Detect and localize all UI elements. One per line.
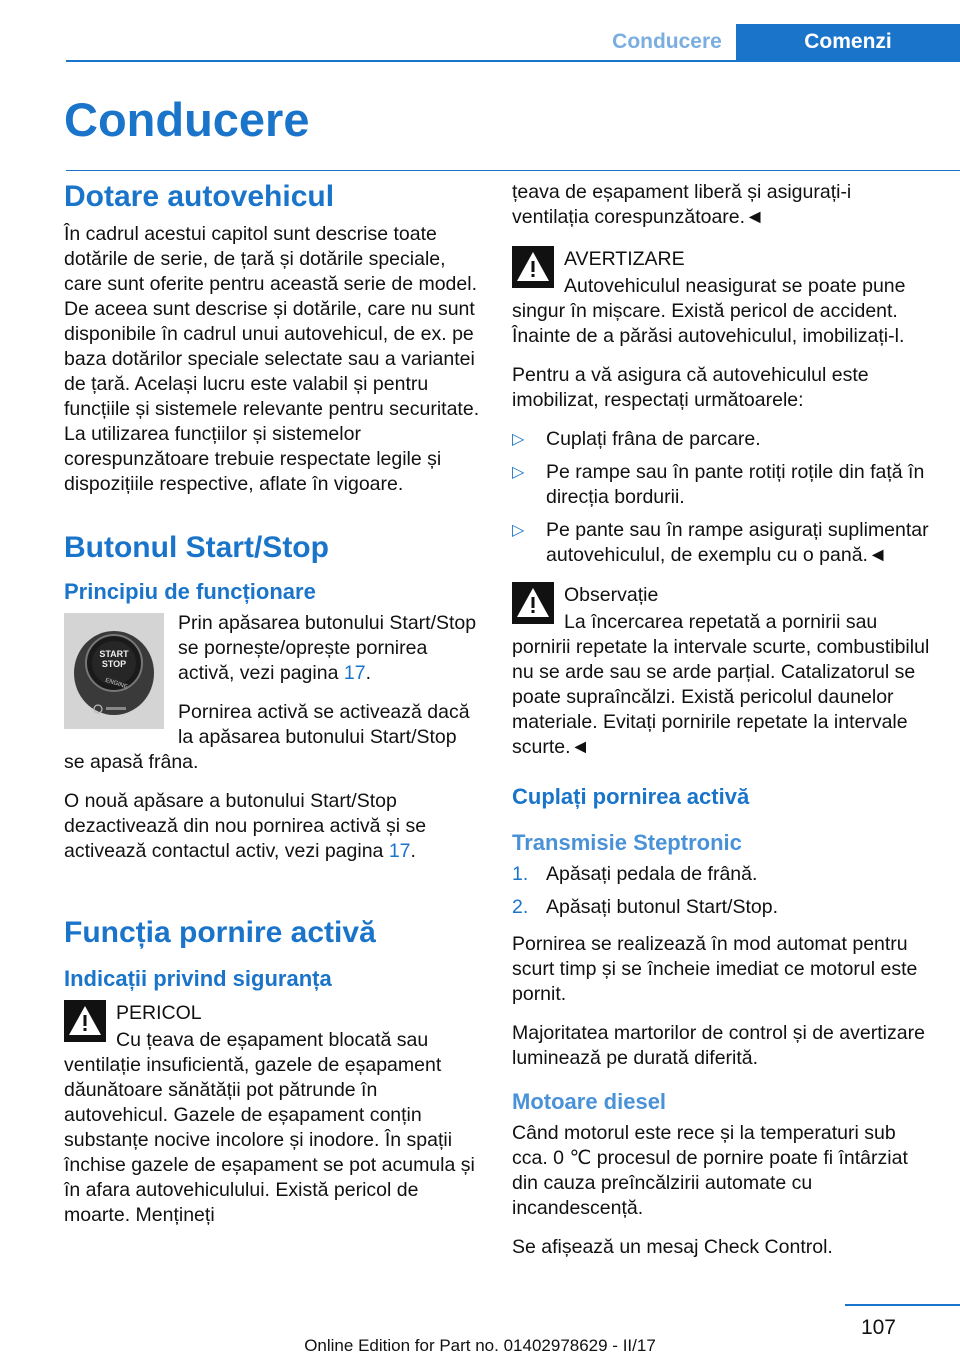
start-stop-button-image [64, 613, 164, 729]
paragraph-start-stop-1: Prin apăsarea butonului Start/Stop se pornește/oprește pornirea activă, vezi pagina 17. [178, 612, 477, 684]
steps-list [512, 862, 932, 920]
paragraph-diesel: Când motorul este rece și la temperaturi sub cca. 0 ℃ procesul de pornire poate fi întârziat din cauza preîncălzirii automate cu incandescență. [512, 1122, 908, 1219]
subsection-diesel: Motoare diesel [512, 1089, 667, 1114]
list-item: ▷ Pe rampe sau în pante rotiți roțile din față în direcția bordurii. [512, 461, 925, 508]
start-stop-button-icon [64, 613, 164, 729]
button-label-stop: STOP [101, 659, 127, 669]
header-rule [66, 60, 960, 62]
warning-triangle-icon [512, 246, 554, 288]
section-title-cuplati: Cuplați pornirea activă [512, 784, 750, 809]
warning-text: Autovehiculul neasigurat se poate pune singur în mișcare. Există pericol de accident. Înainte de a părăsi autovehiculul, imobilizați-l. [512, 275, 906, 347]
subsection-principiu: Principiu de funcționare [64, 579, 316, 604]
triangle-bullet-icon: ▷ [512, 431, 525, 448]
list-item: 1. Apăsați pedala de frână. [512, 863, 758, 885]
paragraph-dotare: În cadrul acestui capitol sunt descrise toate dotările de serie, de țară și dotările speciale, care sunt oferite pentru această serie de model. De aceea sunt descrise și dotările, care nu sunt disponibile în cadrul unui autovehicul, de ex. pe baza dotărilor speciale selectate sau a variantei de țară. Același lucru este valabil și pentru funcțiile și sistemele relevante pentru securitate. La utilizarea funcțiilor și sistemelor corespunzătoare trebuie respectate legile și dispozițiile respective, aflate în vigoare. [64, 223, 480, 495]
warning-title: AVERTIZARE [564, 248, 685, 270]
chapter-title: Conducere [64, 93, 310, 146]
footer-rule [845, 1304, 960, 1306]
section-title-dotare: Dotare autovehicul [64, 180, 335, 213]
page-link-17b[interactable]: 17 [388, 840, 411, 862]
page-link-17[interactable]: 17 [343, 662, 366, 684]
page-header [0, 24, 960, 62]
tab-conducere[interactable]: Conducere [612, 30, 722, 53]
paragraph-pornire-auto: Pornirea se realizează în mod automat pentru scurt timp și se încheie imediat ce motorul este pornit. [512, 933, 918, 1005]
warning-observatie [512, 580, 932, 760]
section-title-pornire-activa: Funcția pornire activă [64, 916, 376, 949]
subsection-siguranta: Indicații privind siguranța [64, 966, 332, 991]
section-title-start-stop: Butonul Start/Stop [64, 531, 329, 564]
left-column [64, 180, 482, 1242]
right-column [512, 180, 932, 1274]
page-number: 107 [860, 1316, 896, 1339]
warning-avertizare [512, 244, 932, 349]
list-item: 2. Apăsați butonul Start/Stop. [512, 896, 778, 918]
paragraph-start-stop-2: Pornirea activă se activează dacă la apăsarea butonului Start/Stop se apasă frâna. [64, 701, 470, 773]
paragraph-martori: Majoritatea martorilor de control și de avertizare luminează pe durată diferită. [512, 1022, 925, 1069]
paragraph-check-control: Se afișează un mesaj Check Control. [512, 1236, 833, 1258]
subsection-steptronic: Transmisie Steptronic [512, 830, 742, 855]
warning-triangle-icon [512, 582, 554, 624]
warning-text: Cu țeava de eșapament blocată sau ventilație insuficientă, gazele de eșapament dăunătoare sănătății pot pătrunde în autovehicul. Gazele de eșapament conțin substanțe nocive incolore și inodore. În spații închise gazele de eșapament se pot acumula și în afara autovehiculului. Există pericol de moarte. Mențineți [64, 1029, 475, 1226]
warning-title: Observație [564, 584, 659, 606]
button-label-engine: ENGINE [104, 677, 129, 691]
triangle-bullet-icon: ▷ [512, 464, 525, 481]
tab-comenzi[interactable]: Comenzi [736, 24, 960, 62]
button-label-start: START [99, 649, 129, 659]
triangle-bullet-icon: ▷ [512, 522, 525, 539]
list-item: ▷ Cuplați frâna de parcare. [512, 428, 761, 450]
edition-note: Online Edition for Part no. 01402978629 - II/17 [304, 1336, 656, 1355]
paragraph-imobilizare: Pentru a vă asigura că autovehiculul este imobilizat, respectați următoarele: [512, 364, 869, 411]
list-item: ▷ Pe pante sau în rampe asigurați suplimentar autovehiculul, de exemplu cu o pană.◄ [512, 519, 929, 566]
warning-pericol [64, 998, 482, 1228]
paragraph-continuation: țeava de eșapament liberă și asigurați-i ventilația corespunzătoare.◄ [512, 181, 852, 228]
paragraph-start-stop-3: O nouă apăsare a butonului Start/Stop dezactivează din nou pornirea activă și se activează contactul activ, vezi pagina 17. [64, 790, 427, 862]
warning-text: La încercarea repetată a pornirii sau pornirii repetate la intervale scurte, combustibilul nu se arde sau se arde parțial. Catalizatorul se poate supraîncălzi. Există pericolul daunelor materiale. Evitați pornirile repetate la intervale scurte.◄ [512, 611, 930, 758]
warning-triangle-icon [64, 1000, 106, 1042]
warning-title: PERICOL [116, 1002, 202, 1024]
bullet-list [512, 427, 932, 568]
chapter-rule [66, 170, 960, 171]
